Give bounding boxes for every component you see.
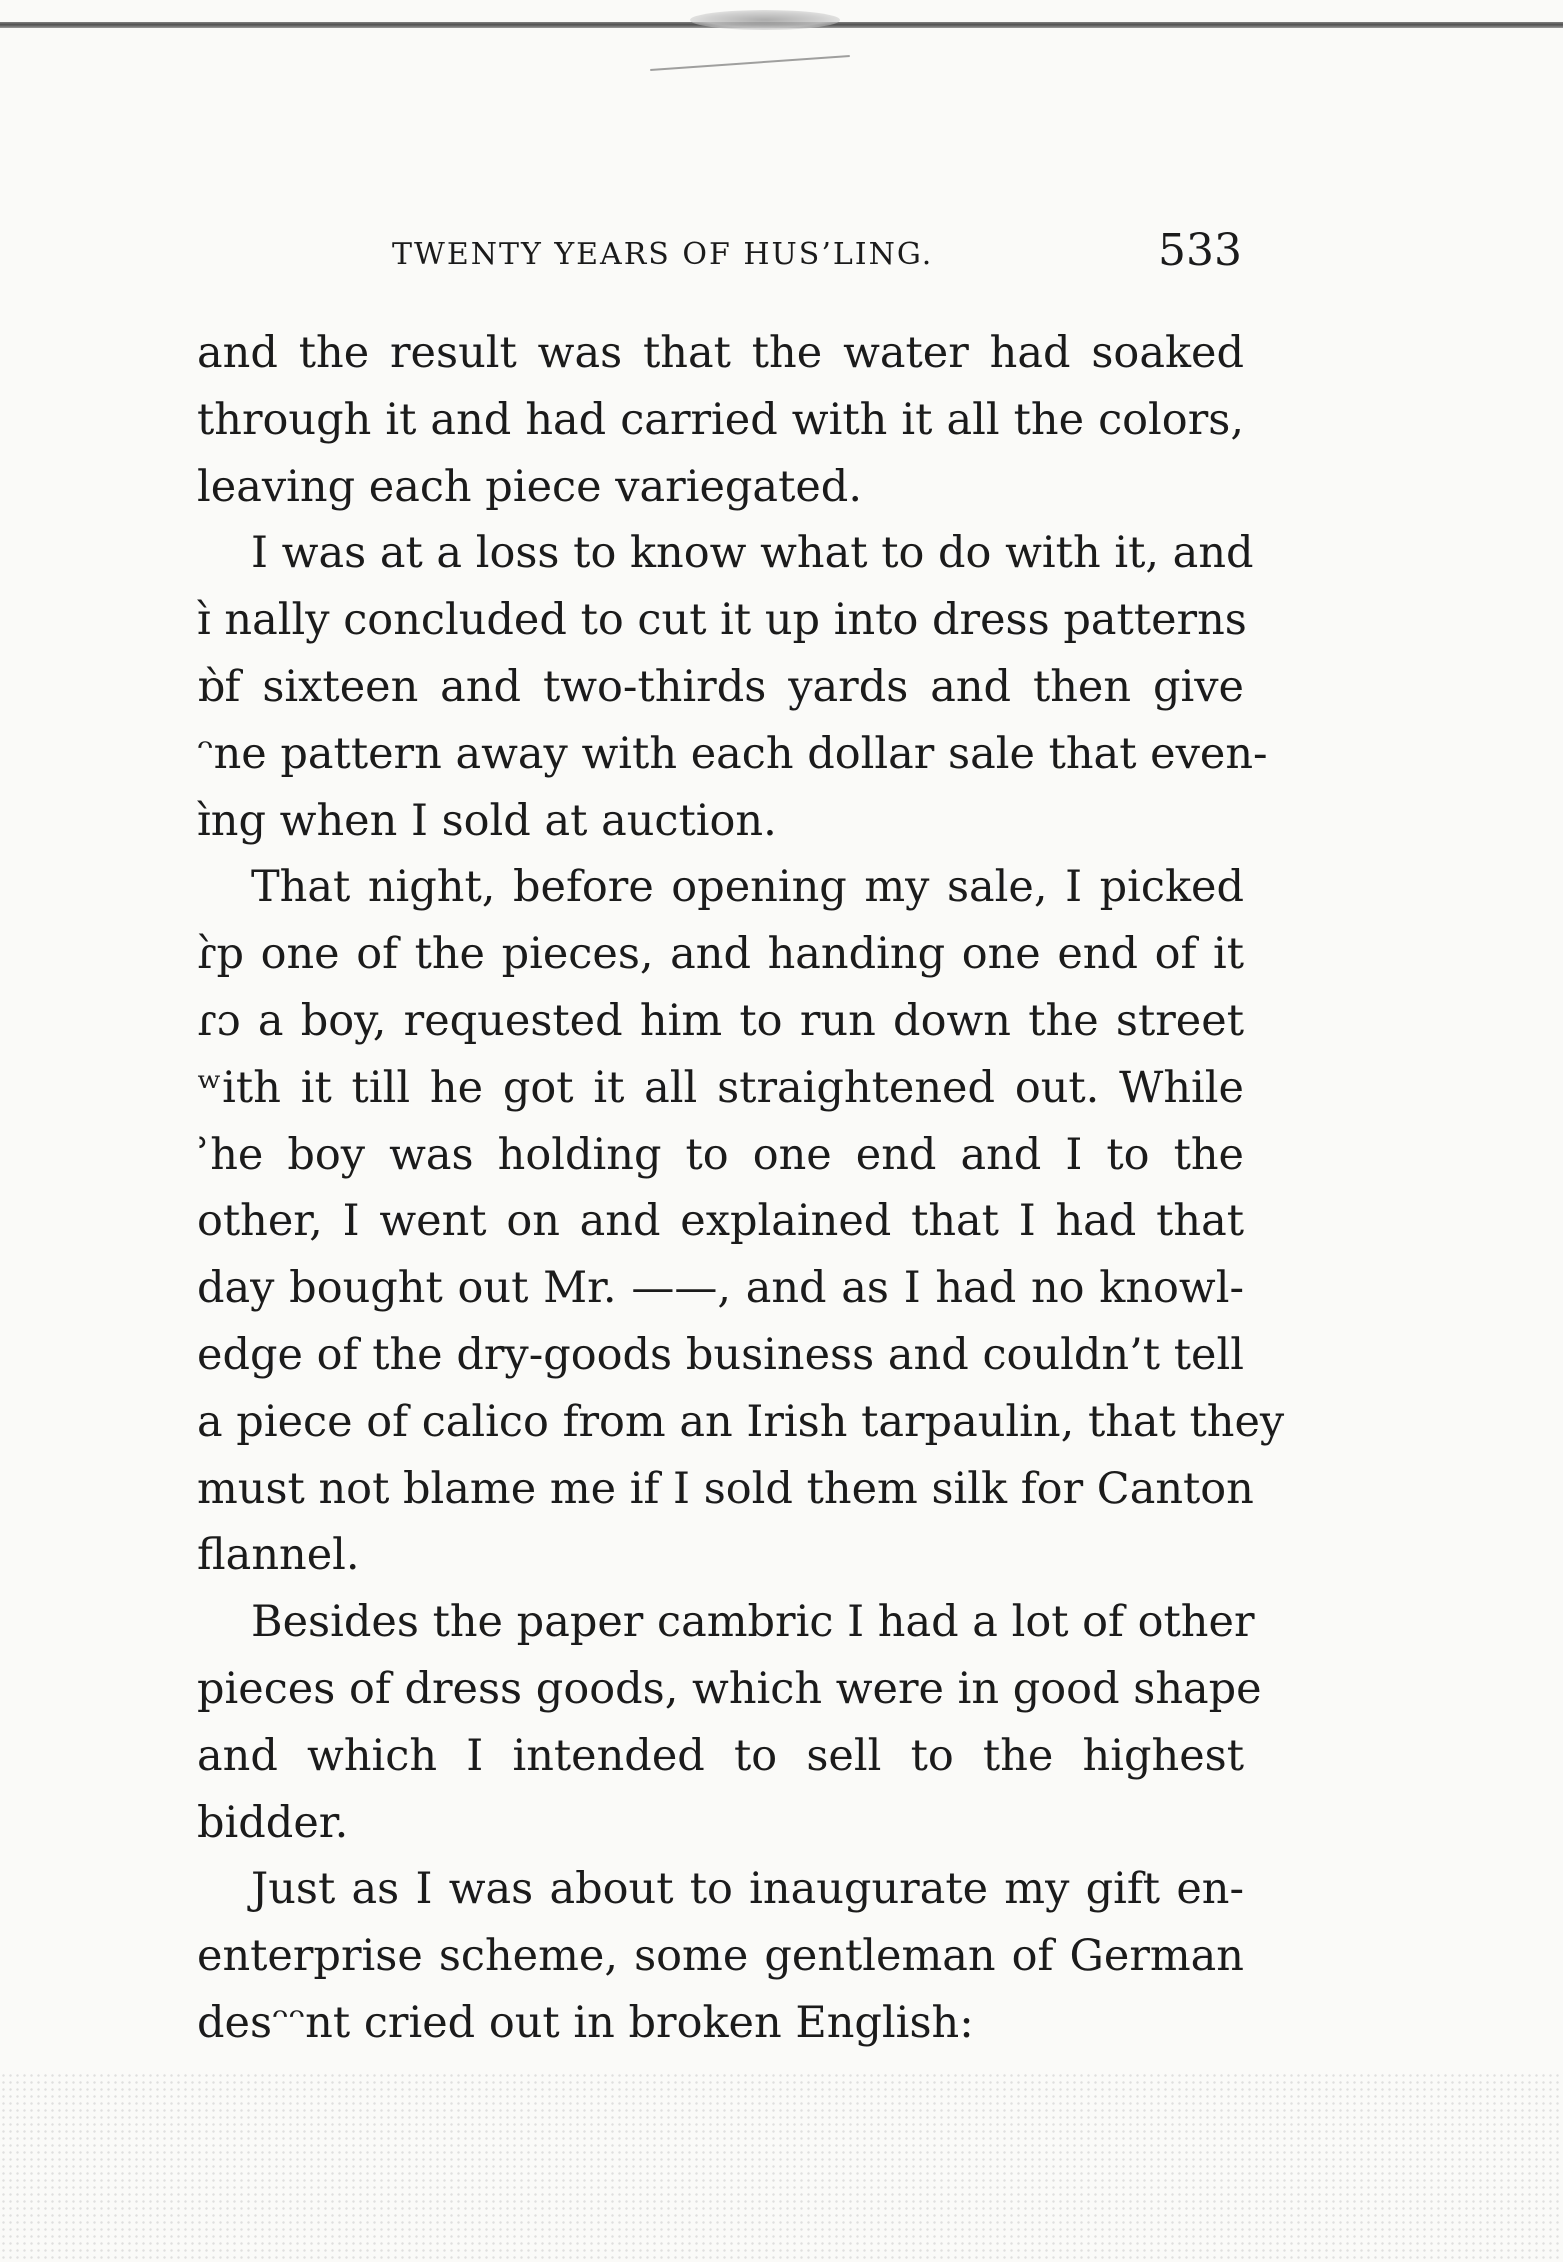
page-number: 533 [1158, 225, 1242, 276]
text-line: Besides the paper cambric I had a lot of other [251, 1597, 1255, 1648]
text-line: desᵔᵔnt cried out in broken English: [197, 1997, 974, 2048]
text-line: a piece of calico from an Irish tarpaulin, that they [197, 1396, 1285, 1447]
paper-speckle [0, 2072, 1563, 2262]
text-line: Just as I was about to inaugurate my gift en- [251, 1864, 1244, 1915]
text-line: ʷith it till he got it all straightened out. While [197, 1062, 1244, 1113]
text-line: must not blame me if I sold them silk for Canton [197, 1463, 1254, 1514]
paragraph-3 [197, 854, 1285, 1589]
text-line: enterprise scheme, some gentleman of German [197, 1931, 1244, 1982]
text-line: ɪ̀ nally concluded to cut it up into dress patterns [197, 595, 1247, 646]
text-line: flannel. [197, 1530, 360, 1581]
text-line: leaving each piece variegated. [197, 461, 862, 512]
text-line: bidder. [197, 1797, 349, 1848]
text-line: and the result was that the water had soaked [197, 328, 1244, 378]
text-line: through it and had carried with it all the colors, [197, 394, 1244, 445]
running-head: TWENTY YEARS OF HUS’LING. [392, 237, 934, 272]
text-line: and which I intended to sell to the highest [197, 1730, 1244, 1781]
text-line: day bought out Mr. ——, and as I had no knowl- [197, 1263, 1244, 1314]
pencil-mark [650, 55, 850, 71]
paragraph-1 [197, 320, 1244, 520]
text-line: ɾɔ a boy, requested him to run down the street [197, 995, 1244, 1046]
text-line: That night, before opening my sale, I picked [251, 862, 1244, 913]
text-line: ᵔne pattern away with each dollar sale that even- [197, 728, 1268, 779]
page-header [392, 225, 1242, 295]
text-line: edge of the dry-goods business and couldn’t tell [197, 1329, 1244, 1380]
paragraph-5 [197, 1856, 1244, 2056]
text-line: ɪ̀ng when I sold at auction. [197, 795, 777, 846]
text-line: ɒ̀f sixteen and two-thirds yards and then give [197, 661, 1244, 712]
body-text [197, 320, 1285, 2057]
paragraph-4 [197, 1589, 1262, 1856]
text-line: I was at a loss to know what to do with it, and [251, 528, 1254, 579]
text-line: ʾhe boy was holding to one end and I to the [197, 1129, 1244, 1180]
text-line: other, I went on and explained that I had that [197, 1196, 1244, 1247]
paragraph-2 [197, 520, 1268, 854]
text-line: ɾ̀p one of the pieces, and handing one end of it [197, 929, 1244, 980]
text-line: pieces of dress goods, which were in good shape [197, 1663, 1262, 1714]
ink-smudge [690, 10, 840, 30]
